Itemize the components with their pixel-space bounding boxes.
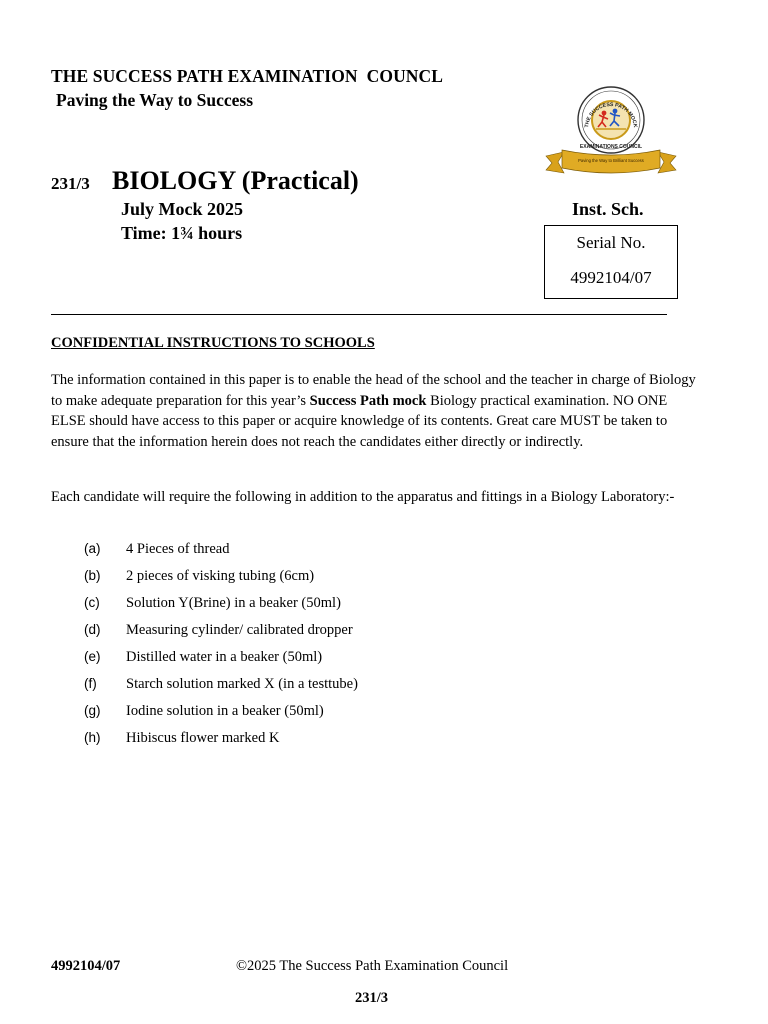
item-text: 2 pieces of visking tubing (6cm)	[126, 568, 315, 584]
paper-code: 231/3	[51, 174, 90, 193]
intro-text-start: The information contained in this paper is to enable the head of the school and the teacher in charge of Biology to make adequate preparation for this year’s	[51, 372, 696, 409]
intro-paragraph	[51, 370, 701, 452]
exam-name: July Mock 2025	[121, 199, 244, 219]
section-heading: CONFIDENTIAL INSTRUCTIONS TO SCHOOLS	[51, 335, 375, 351]
divider	[51, 314, 667, 315]
item-text: 4 Pieces of thread	[126, 541, 230, 557]
subject-title: BIOLOGY (Practical)	[112, 166, 359, 195]
item-text: Hibiscus flower marked K	[126, 730, 280, 746]
svg-text:EXAMINATIONS COUNCIL: EXAMINATIONS COUNCIL	[579, 144, 643, 150]
logo-seal	[578, 87, 644, 153]
institution-label: Inst. Sch.	[572, 199, 644, 219]
footer-code: 231/3	[355, 990, 389, 1006]
item-letter: (c)	[84, 595, 100, 610]
serial-box	[544, 225, 678, 299]
item-text: Solution Y(Brine) in a beaker (50ml)	[126, 595, 341, 611]
item-text: Distilled water in a beaker (50ml)	[126, 649, 323, 665]
item-letter: (h)	[84, 730, 101, 745]
logo-ribbon-text: Paving the Way to Brilliant Success	[578, 158, 644, 163]
footer-serial: 4992104/07	[51, 958, 121, 974]
intro-text-end: Biology practical examination. NO ONE ELSE should have access to this paper or acquire knowledge of its contents. Great care MUST be taken to ensure that the information herein does not reach the candidates either directly or indirectly.	[51, 392, 668, 450]
item-text: Starch solution marked X (in a testtube)	[126, 676, 358, 692]
svg-text:THE SUCCESS PATH MOCK: THE SUCCESS PATH MOCK	[584, 101, 639, 129]
council-motto: Paving the Way to Success	[56, 90, 254, 110]
item-text: Measuring cylinder/ calibrated dropper	[126, 622, 353, 638]
item-letter: (a)	[84, 541, 101, 556]
exam-time: Time: 1¾ hours	[121, 223, 243, 243]
item-letter: (b)	[84, 568, 101, 583]
item-letter: (e)	[84, 649, 101, 664]
serial-label: Serial No.	[576, 233, 646, 252]
item-text: Iodine solution in a beaker (50ml)	[126, 703, 324, 719]
footer-copyright: ©2025 The Success Path Examination Council	[236, 958, 509, 974]
council-logo	[544, 86, 678, 178]
item-letter: (g)	[84, 703, 101, 718]
item-letter: (d)	[84, 622, 101, 637]
intro-text-bold: Success Path mock	[309, 392, 427, 409]
serial-number: 4992104/07	[570, 268, 652, 287]
council-name: THE SUCCESS PATH EXAMINATION COUNCL	[51, 66, 444, 86]
requirements-paragraph: Each candidate will require the following in addition to the apparatus and fittings in a Biology Laboratory:-	[51, 489, 675, 505]
item-letter: (f)	[84, 676, 97, 691]
